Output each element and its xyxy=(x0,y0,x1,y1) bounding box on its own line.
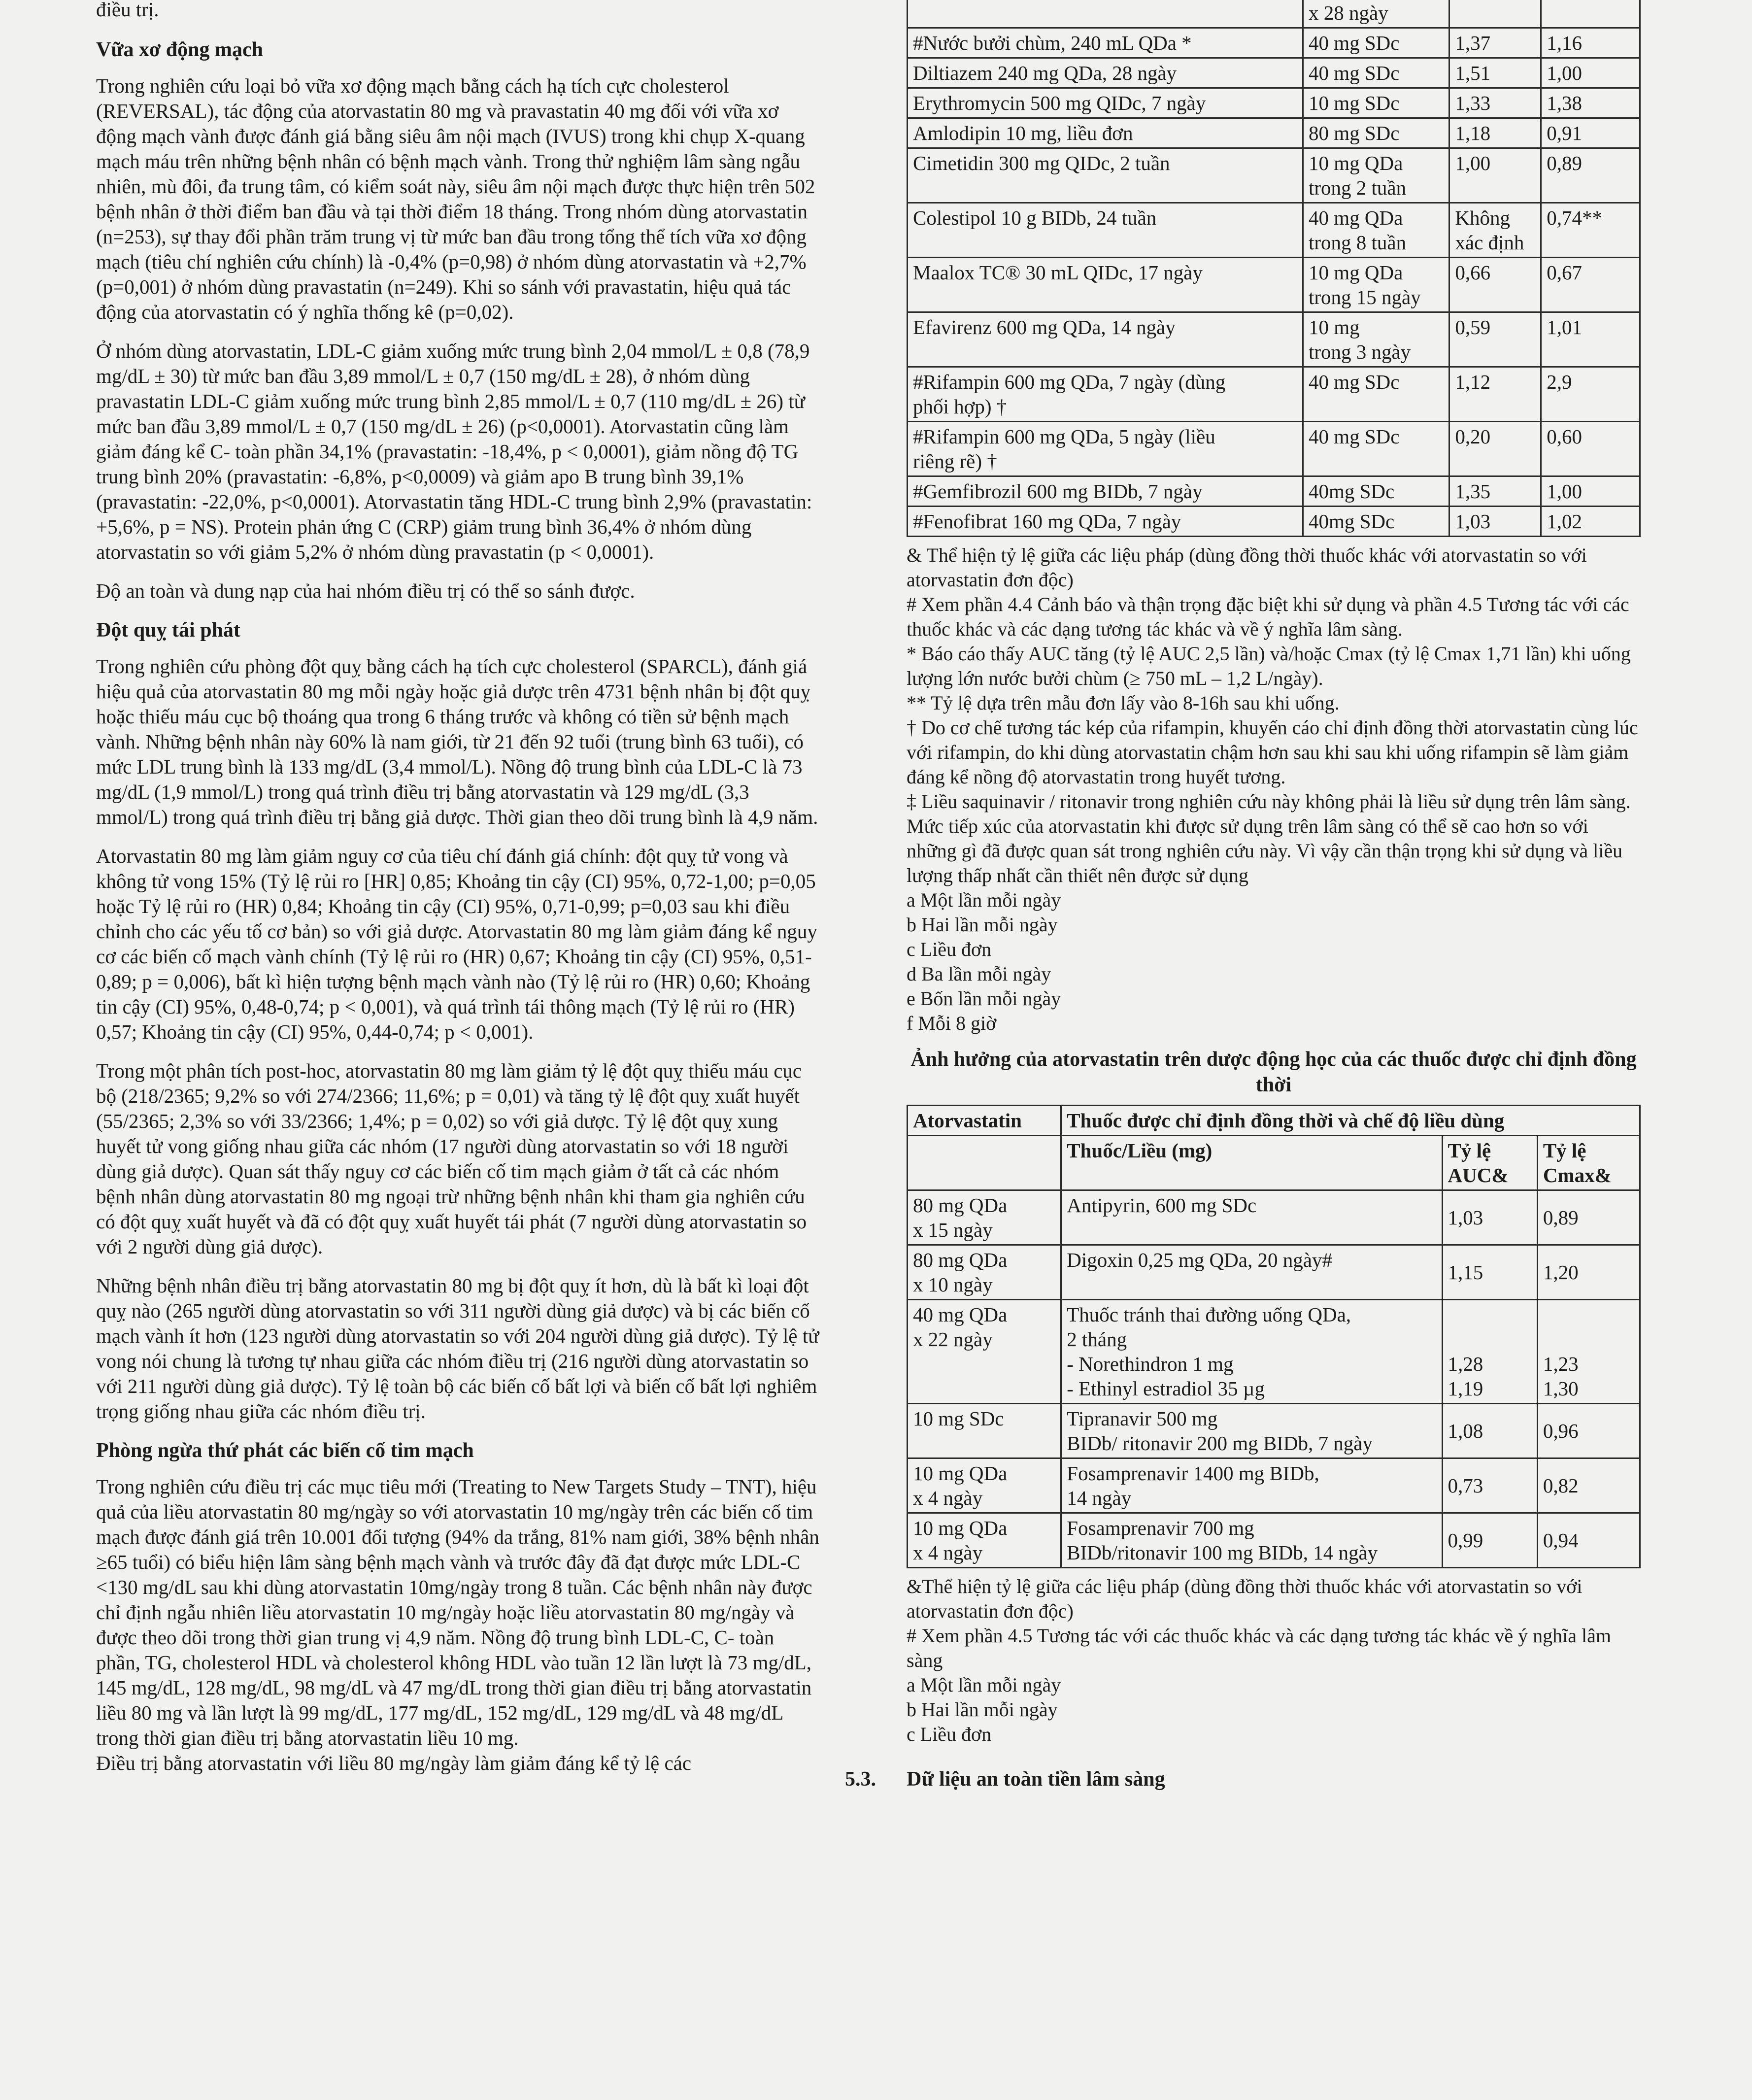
cell-atorvastatin-dose: 80 mg QDa x 10 ngày xyxy=(908,1245,1061,1300)
cell-auc-ratio: 1,15 xyxy=(1442,1245,1537,1300)
cell-cmax-ratio: 1,23 1,30 xyxy=(1537,1300,1640,1404)
table-row xyxy=(908,0,1640,28)
cell-coadministered-drug: #Rifampin 600 mg QDa, 7 ngày (dùng phối hợp) † xyxy=(908,367,1303,422)
cell-coadministered-drug: Erythromycin 500 mg QIDc, 7 ngày xyxy=(908,88,1303,118)
cell-auc-ratio: 1,33 xyxy=(1449,88,1541,118)
cell-auc-ratio: 0,66 xyxy=(1449,258,1541,312)
cell-cmax-ratio: 0,67 xyxy=(1541,258,1640,312)
cell-cmax-ratio: 0,96 xyxy=(1537,1404,1640,1458)
cell-auc-ratio: 0,73 xyxy=(1442,1458,1537,1513)
cell-cmax-ratio xyxy=(1541,0,1640,28)
cell-atorvastatin-dose: x 28 ngày xyxy=(1303,0,1449,28)
cell-coadministered-drug: Maalox TC® 30 mL QIDc, 17 ngày xyxy=(908,258,1303,312)
cell-cmax-ratio: 1,00 xyxy=(1541,58,1640,88)
header-cmax-ratio: Tỷ lệ Cmax& xyxy=(1537,1136,1640,1190)
cell-atorvastatin-dose: 40 mg SDc xyxy=(1303,422,1449,476)
cell-cmax-ratio: 0,82 xyxy=(1537,1458,1640,1513)
cell-atorvastatin-dose: 40 mg QDa trong 8 tuần xyxy=(1303,203,1449,258)
section-number: 5.3. xyxy=(845,1768,876,1791)
table-1-notes xyxy=(907,543,1641,1036)
cell-auc-ratio: 0,59 xyxy=(1449,312,1541,367)
cell-atorvastatin-dose: 10 mg QDa trong 15 ngày xyxy=(1303,258,1449,312)
cell-cmax-ratio: 1,16 xyxy=(1541,28,1640,58)
cell-coadministered-drug: #Nước bưởi chùm, 240 mL QDa * xyxy=(908,28,1303,58)
cell-atorvastatin-dose: 80 mg QDa x 15 ngày xyxy=(908,1190,1061,1245)
cell-auc-ratio: 1,28 1,19 xyxy=(1442,1300,1537,1404)
table-row xyxy=(908,507,1640,537)
cell-atorvastatin-dose: 10 mg SDc xyxy=(1303,88,1449,118)
paragraph: Ở nhóm dùng atorvastatin, LDL-C giảm xuống mức trung bình 2,04 mmol/L ± 0,8 (78,9 mg/dL ± 30) từ mức ban đầu 3,89 mmol/L ± 0,7 (150 mg/dL ± 28), ở nhóm dùng pravastatin LDL-C giảm xuống mức trung bình 2,85 mmol/L ± 0,7 (110 mg/dL ± 26) từ mức ban đầu 3,89 mmol/L ± 0,7 (150 mg/dL ± 26) (p<0,0001). Atorvastatin cũng làm giảm đáng kể C- toàn phần 34,1% (pravastatin: -18,4%, p < 0,0001), giảm nồng độ TG trung bình 20% (pravastatin: -6,8%, p<0,0009) và giảm apo B trung bình 39,1% (pravastatin: -22,0%, p<0,0001). Atorvastatin tăng HDL-C trung bình 2,9% (pravastatin: +5,6%, p = NS). Protein phản ứng C (CRP) giảm trung bình 36,4% ở nhóm dùng atorvastatin so với giảm 5,2% ở nhóm dùng pravastatin (p < 0,0001). xyxy=(96,339,812,563)
header-coadministered: Thuốc được chỉ định đồng thời và chế độ liều dùng xyxy=(1061,1106,1640,1136)
cell-auc-ratio: 1,35 xyxy=(1449,476,1541,507)
cell-drug-dose: Thuốc tránh thai đường uống QDa, 2 tháng - Norethindron 1 mg - Ethinyl estradiol 35 µg xyxy=(1061,1300,1442,1404)
cell-coadministered-drug: #Rifampin 600 mg QDa, 5 ngày (liều riêng rẽ) † xyxy=(908,422,1303,476)
cell-atorvastatin-dose: 40 mg SDc xyxy=(1303,28,1449,58)
cell-coadministered-drug: Colestipol 10 g BIDb, 24 tuần xyxy=(908,203,1303,258)
table-row xyxy=(908,1404,1640,1458)
cell-auc-ratio: 1,08 xyxy=(1442,1404,1537,1458)
section-heading-atherosclerosis: Vữa xơ động mạch xyxy=(96,38,263,61)
cell-cmax-ratio: 0,74** xyxy=(1541,203,1640,258)
cell-atorvastatin-dose: 40mg SDc xyxy=(1303,476,1449,507)
footnote: b Hai lần mỗi ngày xyxy=(907,1698,1058,1721)
cell-auc-ratio: 1,12 xyxy=(1449,367,1541,422)
table-2-caption: Ảnh hưởng của atorvastatin trên dược động học của các thuốc được chỉ định đồng thời xyxy=(910,1048,1637,1096)
table-row xyxy=(908,312,1640,367)
header-auc-ratio: Tỷ lệ AUC& xyxy=(1442,1136,1537,1190)
table-row xyxy=(908,1190,1640,1245)
table-row xyxy=(908,1245,1640,1300)
section-heading-recurrent-stroke: Đột quỵ tái phát xyxy=(96,619,240,642)
cell-cmax-ratio: 0,94 xyxy=(1537,1513,1640,1568)
footnote: b Hai lần mỗi ngày xyxy=(907,914,1058,936)
interaction-table-1 xyxy=(907,0,1641,537)
cell-atorvastatin-dose: 10 mg QDa trong 2 tuần xyxy=(1303,148,1449,203)
table-row xyxy=(908,1300,1640,1404)
cell-cmax-ratio: 1,02 xyxy=(1541,507,1640,537)
cell-coadministered-drug: Diltiazem 240 mg QDa, 28 ngày xyxy=(908,58,1303,88)
footnote: & Thể hiện tỷ lệ giữa các liệu pháp (dùng đồng thời thuốc khác với atorvastatin so với atorvastatin đơn độc) xyxy=(907,544,1587,591)
cell-cmax-ratio: 0,60 xyxy=(1541,422,1640,476)
header-atorvastatin: Atorvastatin xyxy=(908,1106,1061,1136)
cell-auc-ratio xyxy=(1449,0,1541,28)
cell-coadministered-drug: Amlodipin 10 mg, liều đơn xyxy=(908,118,1303,148)
right-column xyxy=(845,0,1641,1792)
paragraph: Trong một phân tích post-hoc, atorvastatin 80 mg làm giảm tỷ lệ đột quỵ thiếu máu cục bộ (218/2365; 9,2% so với 274/2366; 11,6%; p = 0,01) và tăng tỷ lệ đột quỵ xuất huyết (55/2365; 2,3% so với 33/2366; 1,4%; p = 0,02) so với giả dược. Tỷ lệ đột quỵ xung huyết tử vong giống nhau giữa các nhóm (17 người dùng atorvastatin so với 18 người dùng giả dược). Quan sát thấy nguy cơ các biến cố tim mạch giảm ở tất cả các nhóm bệnh nhân dùng atorvastatin 80 mg ngoại trừ những bệnh nhân khi tham gia nghiên cứu có đột quỵ xuất huyết và đã có đột quỵ xuất huyết tái phát (7 người dùng atorvastatin so với 2 người dùng giả dược). xyxy=(96,1059,807,1258)
footnote: d Ba lần mỗi ngày xyxy=(907,963,1051,985)
cell-atorvastatin-dose: 40 mg SDc xyxy=(1303,367,1449,422)
section-heading-secondary-prevention: Phòng ngừa thứ phát các biến cố tim mạch xyxy=(96,1439,474,1462)
paragraph: Những bệnh nhân điều trị bằng atorvastatin 80 mg bị đột quỵ ít hơn, dù là bất kì loại đột quỵ nào (265 người dùng atorvastatin so với 311 người dùng giả dược) và bị các biến cố mạch vành ít hơn (123 người dùng atorvastatin so với 204 người dùng giả dược). Tỷ lệ tử vong nói chung là tương tự nhau giữa các nhóm điều trị (216 người dùng atorvastatin so với 211 người dùng giả dược). Tỷ lệ toàn bộ các biến cố bất lợi và biến cố bất lợi nghiêm trọng giống nhau giữa các nhóm điều trị. xyxy=(96,1274,819,1423)
cell-drug-dose: Fosamprenavir 700 mg BIDb/ritonavir 100 mg BIDb, 14 ngày xyxy=(1061,1513,1442,1568)
cell-atorvastatin-dose: 10 mg SDc xyxy=(908,1404,1061,1458)
cell-cmax-ratio: 2,9 xyxy=(1541,367,1640,422)
cell-cmax-ratio: 1,01 xyxy=(1541,312,1640,367)
cell-atorvastatin-dose: 10 mg QDa x 4 ngày xyxy=(908,1458,1061,1513)
cell-auc-ratio: 1,18 xyxy=(1449,118,1541,148)
left-column xyxy=(96,0,823,1776)
interaction-table-2 xyxy=(907,1105,1641,1568)
cell-atorvastatin-dose: 40 mg SDc xyxy=(1303,58,1449,88)
cell-coadministered-drug: Cimetidin 300 mg QIDc, 2 tuần xyxy=(908,148,1303,203)
cell-auc-ratio: 1,03 xyxy=(1449,507,1541,537)
cell-cmax-ratio: 0,89 xyxy=(1537,1190,1640,1245)
footnote: † Do cơ chế tương tác kép của rifampin, khuyến cáo chỉ định đồng thời atorvastatin cùng lúc với rifampin, do khi dùng atorvastatin chậm hơn sau khi sau khi uống rifampin sẽ làm giảm đáng kể nồng độ atorvastatin trong huyết tương. xyxy=(907,716,1638,788)
cell-cmax-ratio: 0,91 xyxy=(1541,118,1640,148)
table-row xyxy=(908,203,1640,258)
table-row xyxy=(908,88,1640,118)
cell-drug-dose: Digoxin 0,25 mg QDa, 20 ngày# xyxy=(1061,1245,1442,1300)
paragraph: Trong nghiên cứu phòng đột quỵ bằng cách hạ tích cực cholesterol (SPARCL), đánh giá hiệu quả của atorvastatin 80 mg mỗi ngày hoặc giả dược trên 4731 bệnh nhân bị đột quỵ hoặc thiếu máu cục bộ thoáng qua trong 6 tháng trước và không có tiền sử bệnh mạch vành. Những bệnh nhân này 60% là nam giới, từ 21 đến 92 tuổi (trung bình 63 tuổi), có mức LDL trung bình là 133 mg/dL (3,4 mmol/L). Nồng độ trung bình của LDL-C là 73 mg/dL (1,9 mmol/L) trong quá trình điều trị bằng atorvastatin và 129 mg/dL (3,3 mmol/L) trong quá trình điều trị bằng giả dược. Thời gian theo dõi trung bình là 4,9 năm. xyxy=(96,655,818,828)
footnote: e Bốn lần mỗi ngày xyxy=(907,987,1061,1010)
table-row xyxy=(908,58,1640,88)
cell-auc-ratio: 1,37 xyxy=(1449,28,1541,58)
cell-atorvastatin-dose: 40 mg QDa x 22 ngày xyxy=(908,1300,1061,1404)
paragraph: Độ an toàn và dung nạp của hai nhóm điều trị có thể so sánh được. xyxy=(96,579,635,602)
footnote: ** Tỷ lệ dựa trên mẫu đơn lấy vào 8-16h sau khi uống. xyxy=(907,692,1340,714)
table-row xyxy=(908,28,1640,58)
paragraph: Điều trị bằng atorvastatin với liều 80 mg/ngày làm giảm đáng kể tỷ lệ các xyxy=(96,1752,692,1774)
table-row xyxy=(908,1458,1640,1513)
cell-coadministered-drug xyxy=(908,0,1303,28)
footnote: f Mỗi 8 giờ xyxy=(907,1012,997,1034)
cell-atorvastatin-dose: 10 mg trong 3 ngày xyxy=(1303,312,1449,367)
footnote: a Một lần mỗi ngày xyxy=(907,889,1061,911)
cell-auc-ratio: 0,20 xyxy=(1449,422,1541,476)
cell-cmax-ratio: 1,20 xyxy=(1537,1245,1640,1300)
header-empty xyxy=(908,1136,1061,1190)
footnote: # Xem phần 4.5 Tương tác với các thuốc khác và các dạng tương tác khác về ý nghĩa lâm sàng xyxy=(907,1625,1612,1671)
footnote: c Liều đơn xyxy=(907,938,992,960)
cell-drug-dose: Antipyrin, 600 mg SDc xyxy=(1061,1190,1442,1245)
cell-auc-ratio: 1,51 xyxy=(1449,58,1541,88)
paragraph: Trong nghiên cứu điều trị các mục tiêu mới (Treating to New Targets Study – TNT), hiệu quả của liều atorvastatin 80 mg/ngày so với atorvastatin 10 mg/ngày trên các biến cố tim mạch được đánh giá trên 10.001 đối tượng (94% da trắng, 81% nam giới, 38% bệnh nhân ≥65 tuổi) có biểu hiện lâm sàng bệnh mạch vành và trước đây đã đạt được mức LDL-C <130 mg/dL sau khi dùng atorvastatin 10mg/ngày trong 8 tuần. Các bệnh nhân này được chỉ định ngẫu nhiên liều atorvastatin 10 mg/ngày hoặc liều atorvastatin 80 mg/ngày và được theo dõi trong thời gian trung vị 4,9 năm. Nồng độ trung bình LDL-C, C- toàn phần, TG, cholesterol HDL và cholesterol không HDL vào tuần 12 lần lượt là 73 mg/dL, 145 mg/dL, 128 mg/dL, 98 mg/dL và 47 mg/dL trong thời gian điều trị bằng atorvastatin liều 80 mg và lần lượt là 99 mg/dL, 177 mg/dL, 152 mg/dL, 129 mg/dL và 48 mg/dL trong thời gian điều trị bằng atorvastatin liều 10 mg. xyxy=(96,1475,819,1749)
cell-drug-dose: Fosamprenavir 1400 mg BIDb, 14 ngày xyxy=(1061,1458,1442,1513)
cell-cmax-ratio: 1,00 xyxy=(1541,476,1640,507)
paragraph: Atorvastatin 80 mg làm giảm nguy cơ của tiêu chí đánh giá chính: đột quỵ tử vong và không tử vong 15% (Tỷ lệ rủi ro [HR] 0,85; Khoảng tin cậy (CI) 95%, 0,72-1,00; p=0,05 hoặc Tỷ lệ rủi ro (HR) 0,84; Khoảng tin cậy (CI) 95%, 0,71-0,99; p=0,03 sau khi điều chỉnh cho các yếu tố cơ bản) so với giả dược. Atorvastatin 80 mg làm giảm đáng kể nguy cơ các biến cố mạch vành chính (Tỷ lệ rủi ro (HR) 0,67; Khoảng tin cậy (CI) 95%, 0,51-0,89; p = 0,006), bất kì hiện tượng bệnh mạch vành nào (Tỷ lệ rủi ro (HR) 0,60; Khoảng tin cậy (CI) 95%, 0,48-0,74; p < 0,001), và quá trình tái thông mạch (Tỷ lệ rủi ro (HR) 0,57; Khoảng tin cậy (CI) 95%, 0,44-0,74; p < 0,001). xyxy=(96,845,817,1043)
cell-auc-ratio: Không xác định xyxy=(1449,203,1541,258)
cell-auc-ratio: 0,99 xyxy=(1442,1513,1537,1568)
footnote: a Một lần mỗi ngày xyxy=(907,1674,1061,1696)
top-line: điều trị. xyxy=(96,0,159,21)
section-title: Dữ liệu an toàn tiền lâm sàng xyxy=(907,1768,1165,1791)
cell-atorvastatin-dose: 10 mg QDa x 4 ngày xyxy=(908,1513,1061,1568)
footnote: c Liều đơn xyxy=(907,1723,992,1745)
cell-auc-ratio: 1,00 xyxy=(1449,148,1541,203)
table-row xyxy=(908,258,1640,312)
table-row xyxy=(908,476,1640,507)
footnote: ‡ Liều saquinavir / ritonavir trong nghiên cứu này không phải là liều sử dụng trên lâm sàng. Mức tiếp xúc của atorvastatin khi được sử dụng trên lâm sàng có thể sẽ cao hơn so với những gì đã được quan sát trong nghiên cứu này. Vì vậy cần thận trọng khi sử dụng và liều lượng thấp nhất cần thiết nên được sử dụng xyxy=(907,790,1631,886)
header-drug-dose: Thuốc/Liều (mg) xyxy=(1061,1136,1442,1190)
section-5-3-heading xyxy=(845,1766,1641,1792)
cell-atorvastatin-dose: 80 mg SDc xyxy=(1303,118,1449,148)
cell-drug-dose: Tipranavir 500 mg BIDb/ ritonavir 200 mg BIDb, 7 ngày xyxy=(1061,1404,1442,1458)
cell-cmax-ratio: 1,38 xyxy=(1541,88,1640,118)
cell-cmax-ratio: 0,89 xyxy=(1541,148,1640,203)
footnote: &Thể hiện tỷ lệ giữa các liệu pháp (dùng đồng thời thuốc khác với atorvastatin so với atorvastatin đơn độc) xyxy=(907,1575,1583,1622)
table-row xyxy=(908,367,1640,422)
footnote: # Xem phần 4.4 Cảnh báo và thận trọng đặc biệt khi sử dụng và phần 4.5 Tương tác với các thuốc khác và các dạng tương tác khác và về ý nghĩa lâm sàng. xyxy=(907,593,1629,640)
footnote: * Báo cáo thấy AUC tăng (tỷ lệ AUC 2,5 lần) và/hoặc Cmax (tỷ lệ Cmax 1,71 lần) khi uống lượng lớn nước bưởi chùm (≥ 750 mL – 1,2 L/ngày). xyxy=(907,643,1631,689)
cell-coadministered-drug: #Gemfibrozil 600 mg BIDb, 7 ngày xyxy=(908,476,1303,507)
table-row xyxy=(908,118,1640,148)
cell-coadministered-drug: #Fenofibrat 160 mg QDa, 7 ngày xyxy=(908,507,1303,537)
table-row xyxy=(908,422,1640,476)
paragraph: Trong nghiên cứu loại bỏ vữa xơ động mạch bằng cách hạ tích cực cholesterol (REVERSAL), tác động của atorvastatin 80 mg và pravastatin 40 mg đối với vữa xơ động mạch vành được đánh giá bằng siêu âm nội mạch (IVUS) trong khi chụp X-quang mạch máu trên những bệnh nhân có bệnh mạch vành. Trong thử nghiệm lâm sàng ngẫu nhiên, mù đôi, đa trung tâm, có kiểm soát này, siêu âm nội mạch được thực hiện trên 502 bệnh nhân ở thời điểm ban đầu và tại thời điểm 18 tháng. Trong nhóm dùng atorvastatin (n=253), sự thay đổi phần trăm trung vị từ mức ban đầu trong tổng thể tích vữa xơ động mạch (tiêu chí nghiên cứu chính) là -0,4% (p=0,98) ở nhóm dùng atorvastatin và +2,7% (p=0,001) ở nhóm dùng pravastatin (n=249). Khi so sánh với pravastatin, hiệu quả tác động của atorvastatin có ý nghĩa thống kê (p=0,02). xyxy=(96,74,815,323)
cell-auc-ratio: 1,03 xyxy=(1442,1190,1537,1245)
cell-atorvastatin-dose: 40mg SDc xyxy=(1303,507,1449,537)
table-2-notes xyxy=(907,1574,1641,1747)
cell-coadministered-drug: Efavirenz 600 mg QDa, 14 ngày xyxy=(908,312,1303,367)
table-row xyxy=(908,148,1640,203)
table-row xyxy=(908,1513,1640,1568)
